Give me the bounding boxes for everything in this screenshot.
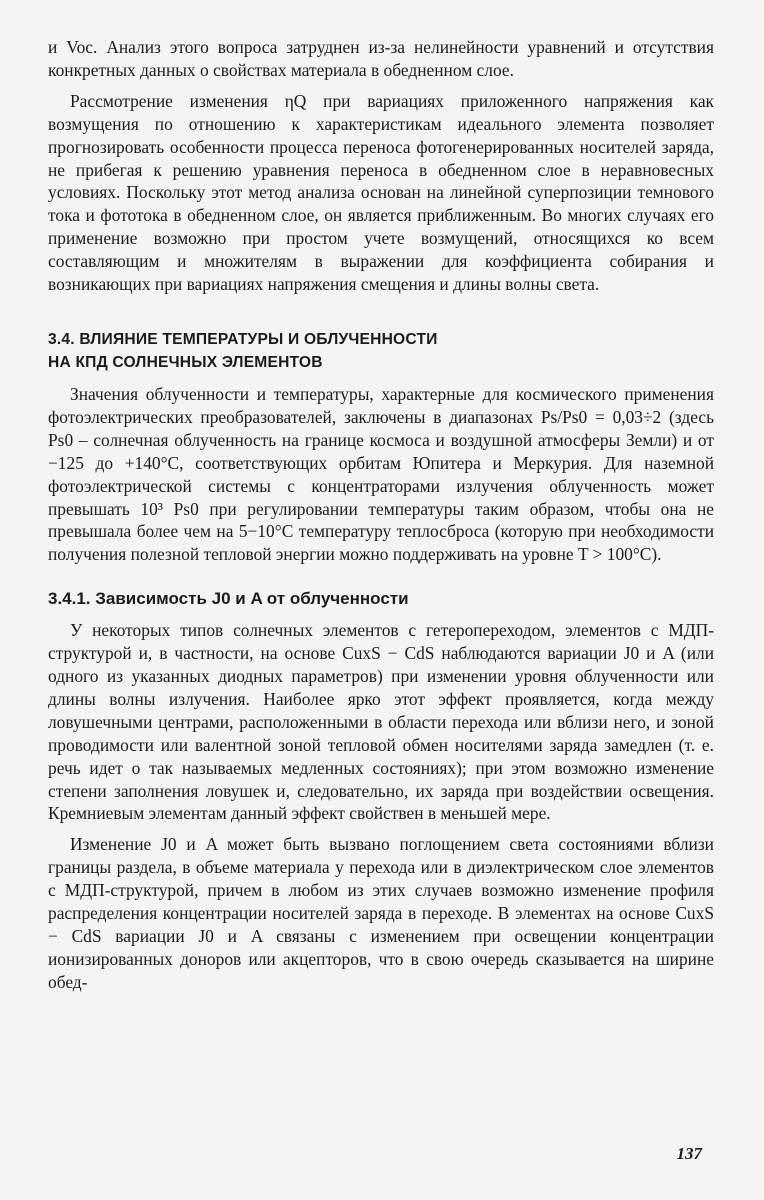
subsection-heading: 3.4.1. Зависимость J0 и A от облученности: [48, 589, 409, 609]
page-number: 137: [676, 1144, 702, 1163]
paragraph-continuation: и Voc. Анализ этого вопроса затруднен из-за нелинейности уравнений и отсутствия конкретных данных о свойствах материала в обедненном слое.: [48, 37, 714, 80]
paragraph-perturbation: Рассмотрение изменения ηQ при вариациях приложенного напряжения как возмущения по отношению к характеристикам идеального элемента позволяет прогнозировать особенности процесса переноса фотогенерированных носителей заряда, не прибегая к решению уравнения переноса в обедненном слое в неравновесных условиях. Поскольку этот метод анализа основан на линейной суперпозиции темнового тока и фототока в обедненном слое, он является приближенным. Во многих случаях его применение возможно при простом учете возмущений, относящихся ко всем составляющим и множителям в выражении для коэффициента собирания и возникающих при вариациях напряжения смещения и длины волны света.: [48, 90, 714, 295]
section-heading-line-2: НА КПД СОЛНЕЧНЫХ ЭЛЕМЕНТОВ: [48, 353, 323, 371]
section-heading: [48, 328, 714, 374]
paragraph-irradiance-temperature: Значения облученности и температуры, характерные для космического применения фотоэлектрических преобразователей, заключены в диапазонах Ps/Ps0 = 0,03÷2 (здесь Ps0 – солнечная облученность на границе космоса и воздушной атмосферы Земли) и от −125 до +140°С, соответствующих орбитам Юпитера и Меркурия. Для наземной фотоэлектрической системы с концентраторами излучения облученность может превышать 10³ Ps0 при регулировании температуры таким образом, чтобы она не превышала более чем на 5−10°С температуру теплосброса (которую при необходимости получения полезной тепловой энергии можно поддерживать на уровне T > 100°С).: [48, 383, 714, 565]
paragraph-heterojunction: У некоторых типов солнечных элементов с гетеропереходом, элементов с МДП-структурой и, в частности, на основе CuxS − CdS наблюдаются вариации J0 и A (или одного из указанных диодных параметров) при изменении уровня облученности или длины волны излучения. Наиболее ярко этот эффект проявляется, когда между ловушечными центрами, расположенными в области перехода или вблизи него, и зоной проводимости или валентной зоной тепловой обмен носителями заряда замедлен (т. е. речь идет о так называемых медленных состояниях); при этом возможно изменение степени заполнения ловушек и, следовательно, их заряда при воздействии освещения. Кремниевым элементам данный эффект свойствен в меньшей мере.: [48, 620, 714, 824]
section-heading-line-1: 3.4. ВЛИЯНИЕ ТЕМПЕРАТУРЫ И ОБЛУЧЕННОСТИ: [48, 330, 438, 348]
paragraph-absorption: Изменение J0 и A может быть вызвано поглощением света состояниями вблизи границы раздела, в объеме материала у перехода или в диэлектрическом слое элементов с МДП-структурой, причем в любом из этих случаев возможно изменение профиля распределения концентрации носителей заряда в переходе. В элементах на основе CuxS − CdS вариации J0 и A связаны с изменением при освещении концентрации ионизированных доноров или акцепторов, что в свою очередь сказывается на ширине обед-: [48, 834, 714, 992]
